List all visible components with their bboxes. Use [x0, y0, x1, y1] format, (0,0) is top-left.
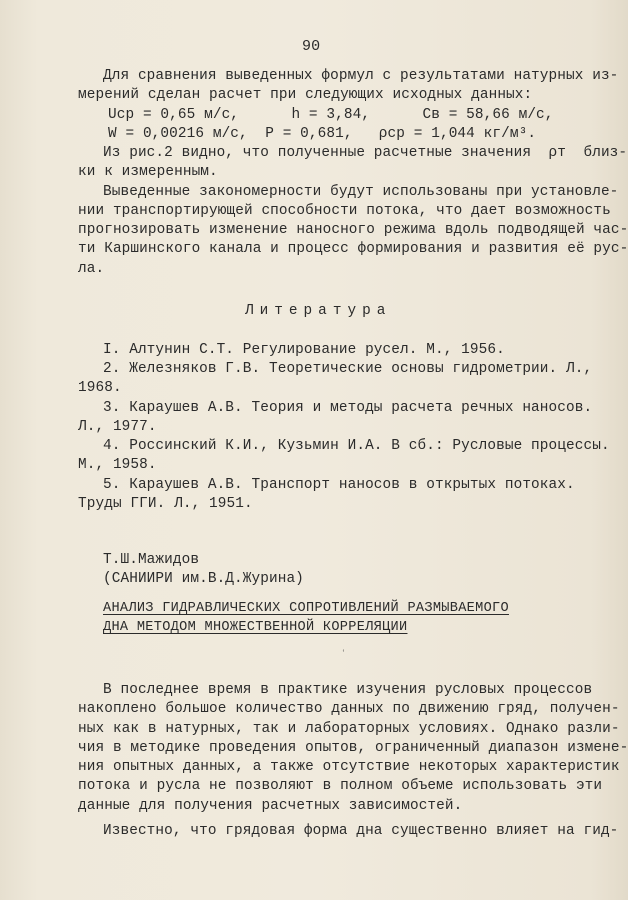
body-line: данные для получения расчетных зависимостей. — [78, 798, 463, 814]
body-line: Известно, что грядовая форма дна существенно влияет на гид- — [103, 823, 619, 839]
affiliation: (САНИИРИ им.В.Д.Журина) — [103, 571, 304, 587]
body-line: ния опытных данных, а также отсутствие некоторых характеристик — [78, 759, 620, 775]
reference-item: 5. Караушев А.В. Транспорт наносов в открытых потоках. — [103, 477, 575, 493]
intro-line: нии транспортирующей способности потока, что дает возможность — [78, 203, 611, 219]
pen-mark: ʿ — [340, 648, 348, 662]
intro-line: прогнозировать изменение наносного режима вдоль подводящей час- — [78, 222, 628, 238]
body-line: ных как в натурных, так и лабораторных условиях. Однако разли- — [78, 721, 620, 737]
intro-line: ти Каршинского канала и процесс формирования и развития её рус- — [78, 241, 628, 257]
reference-item: Л., 1977. — [78, 419, 157, 435]
formula-line: Uср = 0,65 м/с, h = 3,84, Cв = 58,66 м/с, — [108, 107, 554, 123]
body-line: чия в методике проведения опытов, ограниченный диапазон измене- — [78, 740, 628, 756]
reference-item: 2. Железняков Г.В. Теоретические основы гидрометрии. Л., — [103, 361, 593, 377]
reference-item: I. Алтунин С.Т. Регулирование русел. М., 1956. — [103, 342, 505, 358]
reference-item: 4. Россинский К.И., Кузьмин И.А. В сб.: Русловые процессы. — [103, 438, 610, 454]
reference-item: 1968. — [78, 380, 122, 396]
formula-line: W = 0,00216 м/с, P = 0,681, ρср = 1,044 кг/м³. — [108, 126, 537, 142]
intro-line: ки к измеренным. — [78, 164, 218, 180]
intro-line: Выведенные закономерности будут использованы при установле- — [103, 184, 619, 200]
body-line: накоплено большое количество данных по движению гряд, получен- — [78, 701, 620, 717]
intro-line: Для сравнения выведенных формул с результатами натурных из- — [103, 68, 619, 84]
intro-line: Из рис.2 видно, что полученные расчетные значения ρт близ- — [103, 145, 628, 161]
article-title: ДНА МЕТОДОМ МНОЖЕСТВЕННОЙ КОРРЕЛЯЦИИ — [103, 620, 408, 635]
references-heading: Литература — [245, 303, 392, 319]
page-number: 90 — [302, 38, 321, 55]
reference-item: М., 1958. — [78, 457, 157, 473]
intro-line: ла. — [78, 261, 105, 277]
body-line: потока и русла не позволяют в полном объеме использовать эти — [78, 778, 603, 794]
body-line: В последнее время в практике изучения русловых процессов — [103, 682, 593, 698]
author: Т.Ш.Мажидов — [103, 552, 200, 568]
reference-item: 3. Караушев А.В. Теория и методы расчета речных наносов. — [103, 400, 593, 416]
reference-item: Труды ГГИ. Л., 1951. — [78, 496, 253, 512]
intro-line: мерений сделан расчет при следующих исходных данных: — [78, 87, 533, 103]
article-title: АНАЛИЗ ГИДРАВЛИЧЕСКИХ СОПРОТИВЛЕНИЙ РАЗМЫВАЕМОГО — [103, 601, 509, 616]
